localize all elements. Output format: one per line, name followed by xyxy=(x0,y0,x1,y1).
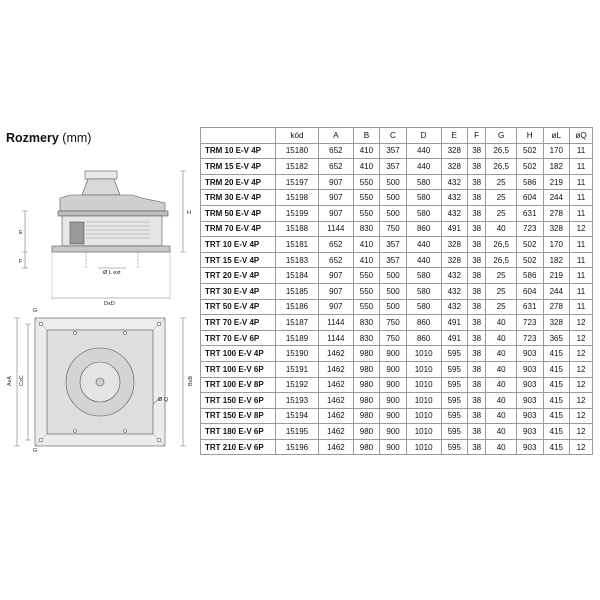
value-cell: 980 xyxy=(353,408,380,424)
value-cell: 26,5 xyxy=(486,237,517,253)
value-cell: 170 xyxy=(543,237,570,253)
value-cell: 415 xyxy=(543,408,570,424)
value-cell: 11 xyxy=(570,252,593,268)
value-cell: 440 xyxy=(406,143,441,159)
value-cell: 12 xyxy=(570,408,593,424)
value-cell: 25 xyxy=(486,299,517,315)
technical-drawing xyxy=(0,150,205,454)
title-text: Rozmery xyxy=(6,131,59,145)
value-cell: 830 xyxy=(353,315,380,331)
value-cell: 432 xyxy=(441,174,468,190)
value-cell: 830 xyxy=(353,221,380,237)
value-cell: 15187 xyxy=(276,315,319,331)
value-cell: 723 xyxy=(516,315,543,331)
value-cell: 12 xyxy=(570,439,593,455)
unit-text: (mm) xyxy=(62,131,92,145)
value-cell: 502 xyxy=(516,252,543,268)
value-cell: 903 xyxy=(516,439,543,455)
value-cell: 357 xyxy=(380,252,407,268)
label-q: Ø Q xyxy=(158,397,169,403)
table-row xyxy=(201,221,593,237)
value-cell: 980 xyxy=(353,393,380,409)
value-cell: 1010 xyxy=(406,361,441,377)
value-cell: 903 xyxy=(516,361,543,377)
value-cell: 182 xyxy=(543,252,570,268)
table-row xyxy=(201,299,593,315)
value-cell: 907 xyxy=(318,268,353,284)
page-title xyxy=(6,131,91,145)
value-cell: 550 xyxy=(353,299,380,315)
value-cell: 25 xyxy=(486,174,517,190)
model-cell: TRT 100 E-V 4P xyxy=(201,346,276,362)
value-cell: 550 xyxy=(353,268,380,284)
value-cell: 580 xyxy=(406,299,441,315)
value-cell: 907 xyxy=(318,174,353,190)
value-cell: 38 xyxy=(468,190,486,206)
value-cell: 15194 xyxy=(276,408,319,424)
value-cell: 432 xyxy=(441,268,468,284)
table-row xyxy=(201,143,593,159)
value-cell: 40 xyxy=(486,377,517,393)
value-cell: 432 xyxy=(441,283,468,299)
value-cell: 12 xyxy=(570,393,593,409)
value-cell: 38 xyxy=(468,346,486,362)
value-cell: 12 xyxy=(570,377,593,393)
value-cell: 900 xyxy=(380,346,407,362)
value-cell: 903 xyxy=(516,346,543,362)
value-cell: 278 xyxy=(543,205,570,221)
model-cell: TRT 100 E-V 6P xyxy=(201,361,276,377)
value-cell: 652 xyxy=(318,159,353,175)
model-cell: TRT 180 E-V 6P xyxy=(201,424,276,440)
label-h: H xyxy=(187,210,191,216)
column-header: D xyxy=(406,128,441,144)
value-cell: 500 xyxy=(380,174,407,190)
value-cell: 11 xyxy=(570,283,593,299)
table-row xyxy=(201,283,593,299)
value-cell: 38 xyxy=(468,268,486,284)
value-cell: 38 xyxy=(468,393,486,409)
table-row xyxy=(201,393,593,409)
value-cell: 830 xyxy=(353,330,380,346)
table-row xyxy=(201,205,593,221)
value-cell: 432 xyxy=(441,205,468,221)
value-cell: 900 xyxy=(380,393,407,409)
value-cell: 38 xyxy=(468,205,486,221)
value-cell: 900 xyxy=(380,439,407,455)
column-header: E xyxy=(441,128,468,144)
value-cell: 440 xyxy=(406,237,441,253)
value-cell: 15191 xyxy=(276,361,319,377)
value-cell: 595 xyxy=(441,361,468,377)
model-cell: TRT 30 E-V 4P xyxy=(201,283,276,299)
value-cell: 415 xyxy=(543,346,570,362)
value-cell: 580 xyxy=(406,268,441,284)
value-cell: 604 xyxy=(516,190,543,206)
dimensions-table xyxy=(200,127,593,455)
column-header: øQ xyxy=(570,128,593,144)
value-cell: 580 xyxy=(406,283,441,299)
table-row xyxy=(201,408,593,424)
table-row xyxy=(201,377,593,393)
value-cell: 40 xyxy=(486,424,517,440)
value-cell: 11 xyxy=(570,143,593,159)
value-cell: 750 xyxy=(380,315,407,331)
value-cell: 15192 xyxy=(276,377,319,393)
value-cell: 38 xyxy=(468,221,486,237)
value-cell: 595 xyxy=(441,408,468,424)
value-cell: 26,5 xyxy=(486,143,517,159)
value-cell: 15198 xyxy=(276,190,319,206)
value-cell: 15188 xyxy=(276,221,319,237)
value-cell: 40 xyxy=(486,408,517,424)
value-cell: 550 xyxy=(353,283,380,299)
fan-rim xyxy=(58,211,168,216)
table-row xyxy=(201,346,593,362)
value-cell: 410 xyxy=(353,159,380,175)
table-row xyxy=(201,237,593,253)
model-cell: TRT 15 E-V 4P xyxy=(201,252,276,268)
value-cell: 440 xyxy=(406,159,441,175)
column-header: F xyxy=(468,128,486,144)
table-row xyxy=(201,315,593,331)
value-cell: 357 xyxy=(380,237,407,253)
model-cell: TRT 20 E-V 4P xyxy=(201,268,276,284)
value-cell: 432 xyxy=(441,299,468,315)
value-cell: 40 xyxy=(486,221,517,237)
value-cell: 15182 xyxy=(276,159,319,175)
value-cell: 12 xyxy=(570,315,593,331)
value-cell: 900 xyxy=(380,408,407,424)
column-header: B xyxy=(353,128,380,144)
model-cell: TRM 20 E-V 4P xyxy=(201,174,276,190)
value-cell: 415 xyxy=(543,361,570,377)
value-cell: 38 xyxy=(468,174,486,190)
value-cell: 38 xyxy=(468,377,486,393)
value-cell: 500 xyxy=(380,190,407,206)
model-cell: TRT 100 E-V 8P xyxy=(201,377,276,393)
value-cell: 328 xyxy=(441,252,468,268)
table-row xyxy=(201,252,593,268)
value-cell: 580 xyxy=(406,205,441,221)
value-cell: 15195 xyxy=(276,424,319,440)
value-cell: 38 xyxy=(468,424,486,440)
value-cell: 440 xyxy=(406,252,441,268)
value-cell: 357 xyxy=(380,159,407,175)
value-cell: 750 xyxy=(380,330,407,346)
table-row xyxy=(201,190,593,206)
column-header: kód xyxy=(276,128,319,144)
label-axa: AxA xyxy=(7,375,13,386)
table-row xyxy=(201,330,593,346)
model-cell: TRT 50 E-V 4P xyxy=(201,299,276,315)
value-cell: 11 xyxy=(570,205,593,221)
value-cell: 723 xyxy=(516,221,543,237)
column-header: A xyxy=(318,128,353,144)
value-cell: 1462 xyxy=(318,424,353,440)
model-cell: TRM 30 E-V 4P xyxy=(201,190,276,206)
value-cell: 491 xyxy=(441,330,468,346)
value-cell: 903 xyxy=(516,393,543,409)
value-cell: 595 xyxy=(441,424,468,440)
value-cell: 631 xyxy=(516,299,543,315)
value-cell: 1462 xyxy=(318,408,353,424)
value-cell: 595 xyxy=(441,439,468,455)
value-cell: 1462 xyxy=(318,439,353,455)
label-e: E xyxy=(19,230,23,236)
value-cell: 900 xyxy=(380,424,407,440)
value-cell: 244 xyxy=(543,283,570,299)
value-cell: 1010 xyxy=(406,424,441,440)
column-header: øL xyxy=(543,128,570,144)
value-cell: 907 xyxy=(318,190,353,206)
value-cell: 15197 xyxy=(276,174,319,190)
value-cell: 415 xyxy=(543,424,570,440)
label-cxc: CxC xyxy=(19,375,25,386)
value-cell: 1010 xyxy=(406,377,441,393)
column-header: G xyxy=(486,128,517,144)
value-cell: 12 xyxy=(570,330,593,346)
value-cell: 328 xyxy=(441,237,468,253)
value-cell: 40 xyxy=(486,315,517,331)
value-cell: 328 xyxy=(441,159,468,175)
label-g-bottom: G xyxy=(33,448,38,454)
value-cell: 652 xyxy=(318,252,353,268)
value-cell: 40 xyxy=(486,361,517,377)
value-cell: 1144 xyxy=(318,315,353,331)
value-cell: 723 xyxy=(516,330,543,346)
label-f: F xyxy=(19,259,23,265)
value-cell: 1010 xyxy=(406,439,441,455)
label-dxd: DxD xyxy=(104,301,115,307)
value-cell: 15193 xyxy=(276,393,319,409)
column-header: C xyxy=(380,128,407,144)
fan-cap xyxy=(85,171,117,179)
fan-motor xyxy=(70,222,84,244)
value-cell: 432 xyxy=(441,190,468,206)
value-cell: 604 xyxy=(516,283,543,299)
value-cell: 500 xyxy=(380,299,407,315)
model-cell: TRT 10 E-V 4P xyxy=(201,237,276,253)
model-cell: TRM 10 E-V 4P xyxy=(201,143,276,159)
value-cell: 219 xyxy=(543,174,570,190)
fan-hood xyxy=(60,195,165,211)
value-cell: 25 xyxy=(486,268,517,284)
value-cell: 15186 xyxy=(276,299,319,315)
value-cell: 652 xyxy=(318,237,353,253)
value-cell: 1462 xyxy=(318,393,353,409)
value-cell: 1010 xyxy=(406,408,441,424)
value-cell: 860 xyxy=(406,315,441,331)
value-cell: 631 xyxy=(516,205,543,221)
value-cell: 1010 xyxy=(406,346,441,362)
value-cell: 980 xyxy=(353,361,380,377)
table-header-row xyxy=(201,128,593,144)
value-cell: 38 xyxy=(468,299,486,315)
value-cell: 15196 xyxy=(276,439,319,455)
value-cell: 15183 xyxy=(276,252,319,268)
value-cell: 11 xyxy=(570,268,593,284)
value-cell: 903 xyxy=(516,424,543,440)
value-cell: 11 xyxy=(570,174,593,190)
value-cell: 410 xyxy=(353,252,380,268)
value-cell: 40 xyxy=(486,330,517,346)
value-cell: 219 xyxy=(543,268,570,284)
value-cell: 750 xyxy=(380,221,407,237)
value-cell: 491 xyxy=(441,315,468,331)
model-cell: TRT 70 E-V 6P xyxy=(201,330,276,346)
value-cell: 328 xyxy=(543,315,570,331)
value-cell: 15199 xyxy=(276,205,319,221)
value-cell: 278 xyxy=(543,299,570,315)
value-cell: 907 xyxy=(318,205,353,221)
value-cell: 980 xyxy=(353,439,380,455)
value-cell: 1144 xyxy=(318,221,353,237)
value-cell: 580 xyxy=(406,190,441,206)
value-cell: 550 xyxy=(353,205,380,221)
value-cell: 12 xyxy=(570,346,593,362)
value-cell: 25 xyxy=(486,283,517,299)
value-cell: 12 xyxy=(570,361,593,377)
value-cell: 500 xyxy=(380,268,407,284)
model-cell: TRM 15 E-V 4P xyxy=(201,159,276,175)
column-header: H xyxy=(516,128,543,144)
model-cell: TRT 70 E-V 4P xyxy=(201,315,276,331)
value-cell: 860 xyxy=(406,330,441,346)
value-cell: 900 xyxy=(380,377,407,393)
value-cell: 410 xyxy=(353,143,380,159)
value-cell: 980 xyxy=(353,346,380,362)
value-cell: 357 xyxy=(380,143,407,159)
value-cell: 1462 xyxy=(318,377,353,393)
value-cell: 980 xyxy=(353,377,380,393)
value-cell: 586 xyxy=(516,174,543,190)
value-cell: 11 xyxy=(570,159,593,175)
fan-motor-housing xyxy=(82,179,120,195)
value-cell: 502 xyxy=(516,237,543,253)
value-cell: 40 xyxy=(486,439,517,455)
value-cell: 40 xyxy=(486,393,517,409)
value-cell: 38 xyxy=(468,252,486,268)
table-row xyxy=(201,174,593,190)
value-cell: 15189 xyxy=(276,330,319,346)
value-cell: 500 xyxy=(380,283,407,299)
value-cell: 415 xyxy=(543,377,570,393)
value-cell: 38 xyxy=(468,143,486,159)
model-cell: TRM 50 E-V 4P xyxy=(201,205,276,221)
value-cell: 38 xyxy=(468,439,486,455)
value-cell: 328 xyxy=(543,221,570,237)
value-cell: 11 xyxy=(570,299,593,315)
value-cell: 415 xyxy=(543,393,570,409)
value-cell: 15185 xyxy=(276,283,319,299)
value-cell: 1462 xyxy=(318,346,353,362)
value-cell: 26,5 xyxy=(486,159,517,175)
value-cell: 40 xyxy=(486,346,517,362)
value-cell: 415 xyxy=(543,439,570,455)
value-cell: 15184 xyxy=(276,268,319,284)
value-cell: 38 xyxy=(468,315,486,331)
table-row xyxy=(201,424,593,440)
value-cell: 15180 xyxy=(276,143,319,159)
model-cell: TRT 150 E-V 6P xyxy=(201,393,276,409)
value-cell: 580 xyxy=(406,174,441,190)
model-cell: TRT 150 E-V 8P xyxy=(201,408,276,424)
value-cell: 900 xyxy=(380,361,407,377)
value-cell: 903 xyxy=(516,408,543,424)
value-cell: 1010 xyxy=(406,393,441,409)
value-cell: 595 xyxy=(441,377,468,393)
value-cell: 25 xyxy=(486,190,517,206)
value-cell: 170 xyxy=(543,143,570,159)
model-cell: TRM 70 E-V 4P xyxy=(201,221,276,237)
value-cell: 550 xyxy=(353,174,380,190)
value-cell: 182 xyxy=(543,159,570,175)
label-l-ext: Ø L ext xyxy=(103,270,121,276)
table-row xyxy=(201,361,593,377)
value-cell: 652 xyxy=(318,143,353,159)
value-cell: 365 xyxy=(543,330,570,346)
value-cell: 491 xyxy=(441,221,468,237)
value-cell: 907 xyxy=(318,283,353,299)
value-cell: 15181 xyxy=(276,237,319,253)
table-row xyxy=(201,439,593,455)
value-cell: 595 xyxy=(441,346,468,362)
table-row xyxy=(201,268,593,284)
value-cell: 1462 xyxy=(318,361,353,377)
value-cell: 328 xyxy=(441,143,468,159)
value-cell: 860 xyxy=(406,221,441,237)
label-bxb: BxB xyxy=(188,375,194,386)
value-cell: 38 xyxy=(468,159,486,175)
value-cell: 410 xyxy=(353,237,380,253)
value-cell: 903 xyxy=(516,377,543,393)
value-cell: 15190 xyxy=(276,346,319,362)
value-cell: 907 xyxy=(318,299,353,315)
table-row xyxy=(201,159,593,175)
value-cell: 502 xyxy=(516,143,543,159)
value-cell: 12 xyxy=(570,221,593,237)
model-cell: TRT 210 E-V 6P xyxy=(201,439,276,455)
value-cell: 11 xyxy=(570,190,593,206)
value-cell: 586 xyxy=(516,268,543,284)
value-cell: 980 xyxy=(353,424,380,440)
value-cell: 38 xyxy=(468,330,486,346)
column-header-model xyxy=(201,128,276,144)
value-cell: 500 xyxy=(380,205,407,221)
fan-base-plate xyxy=(52,246,170,252)
value-cell: 244 xyxy=(543,190,570,206)
value-cell: 25 xyxy=(486,205,517,221)
value-cell: 550 xyxy=(353,190,380,206)
value-cell: 502 xyxy=(516,159,543,175)
value-cell: 11 xyxy=(570,237,593,253)
value-cell: 12 xyxy=(570,424,593,440)
value-cell: 38 xyxy=(468,237,486,253)
value-cell: 38 xyxy=(468,283,486,299)
value-cell: 38 xyxy=(468,408,486,424)
value-cell: 1144 xyxy=(318,330,353,346)
value-cell: 38 xyxy=(468,361,486,377)
value-cell: 26,5 xyxy=(486,252,517,268)
table-body xyxy=(201,143,593,455)
label-g-top: G xyxy=(33,308,38,314)
value-cell: 595 xyxy=(441,393,468,409)
